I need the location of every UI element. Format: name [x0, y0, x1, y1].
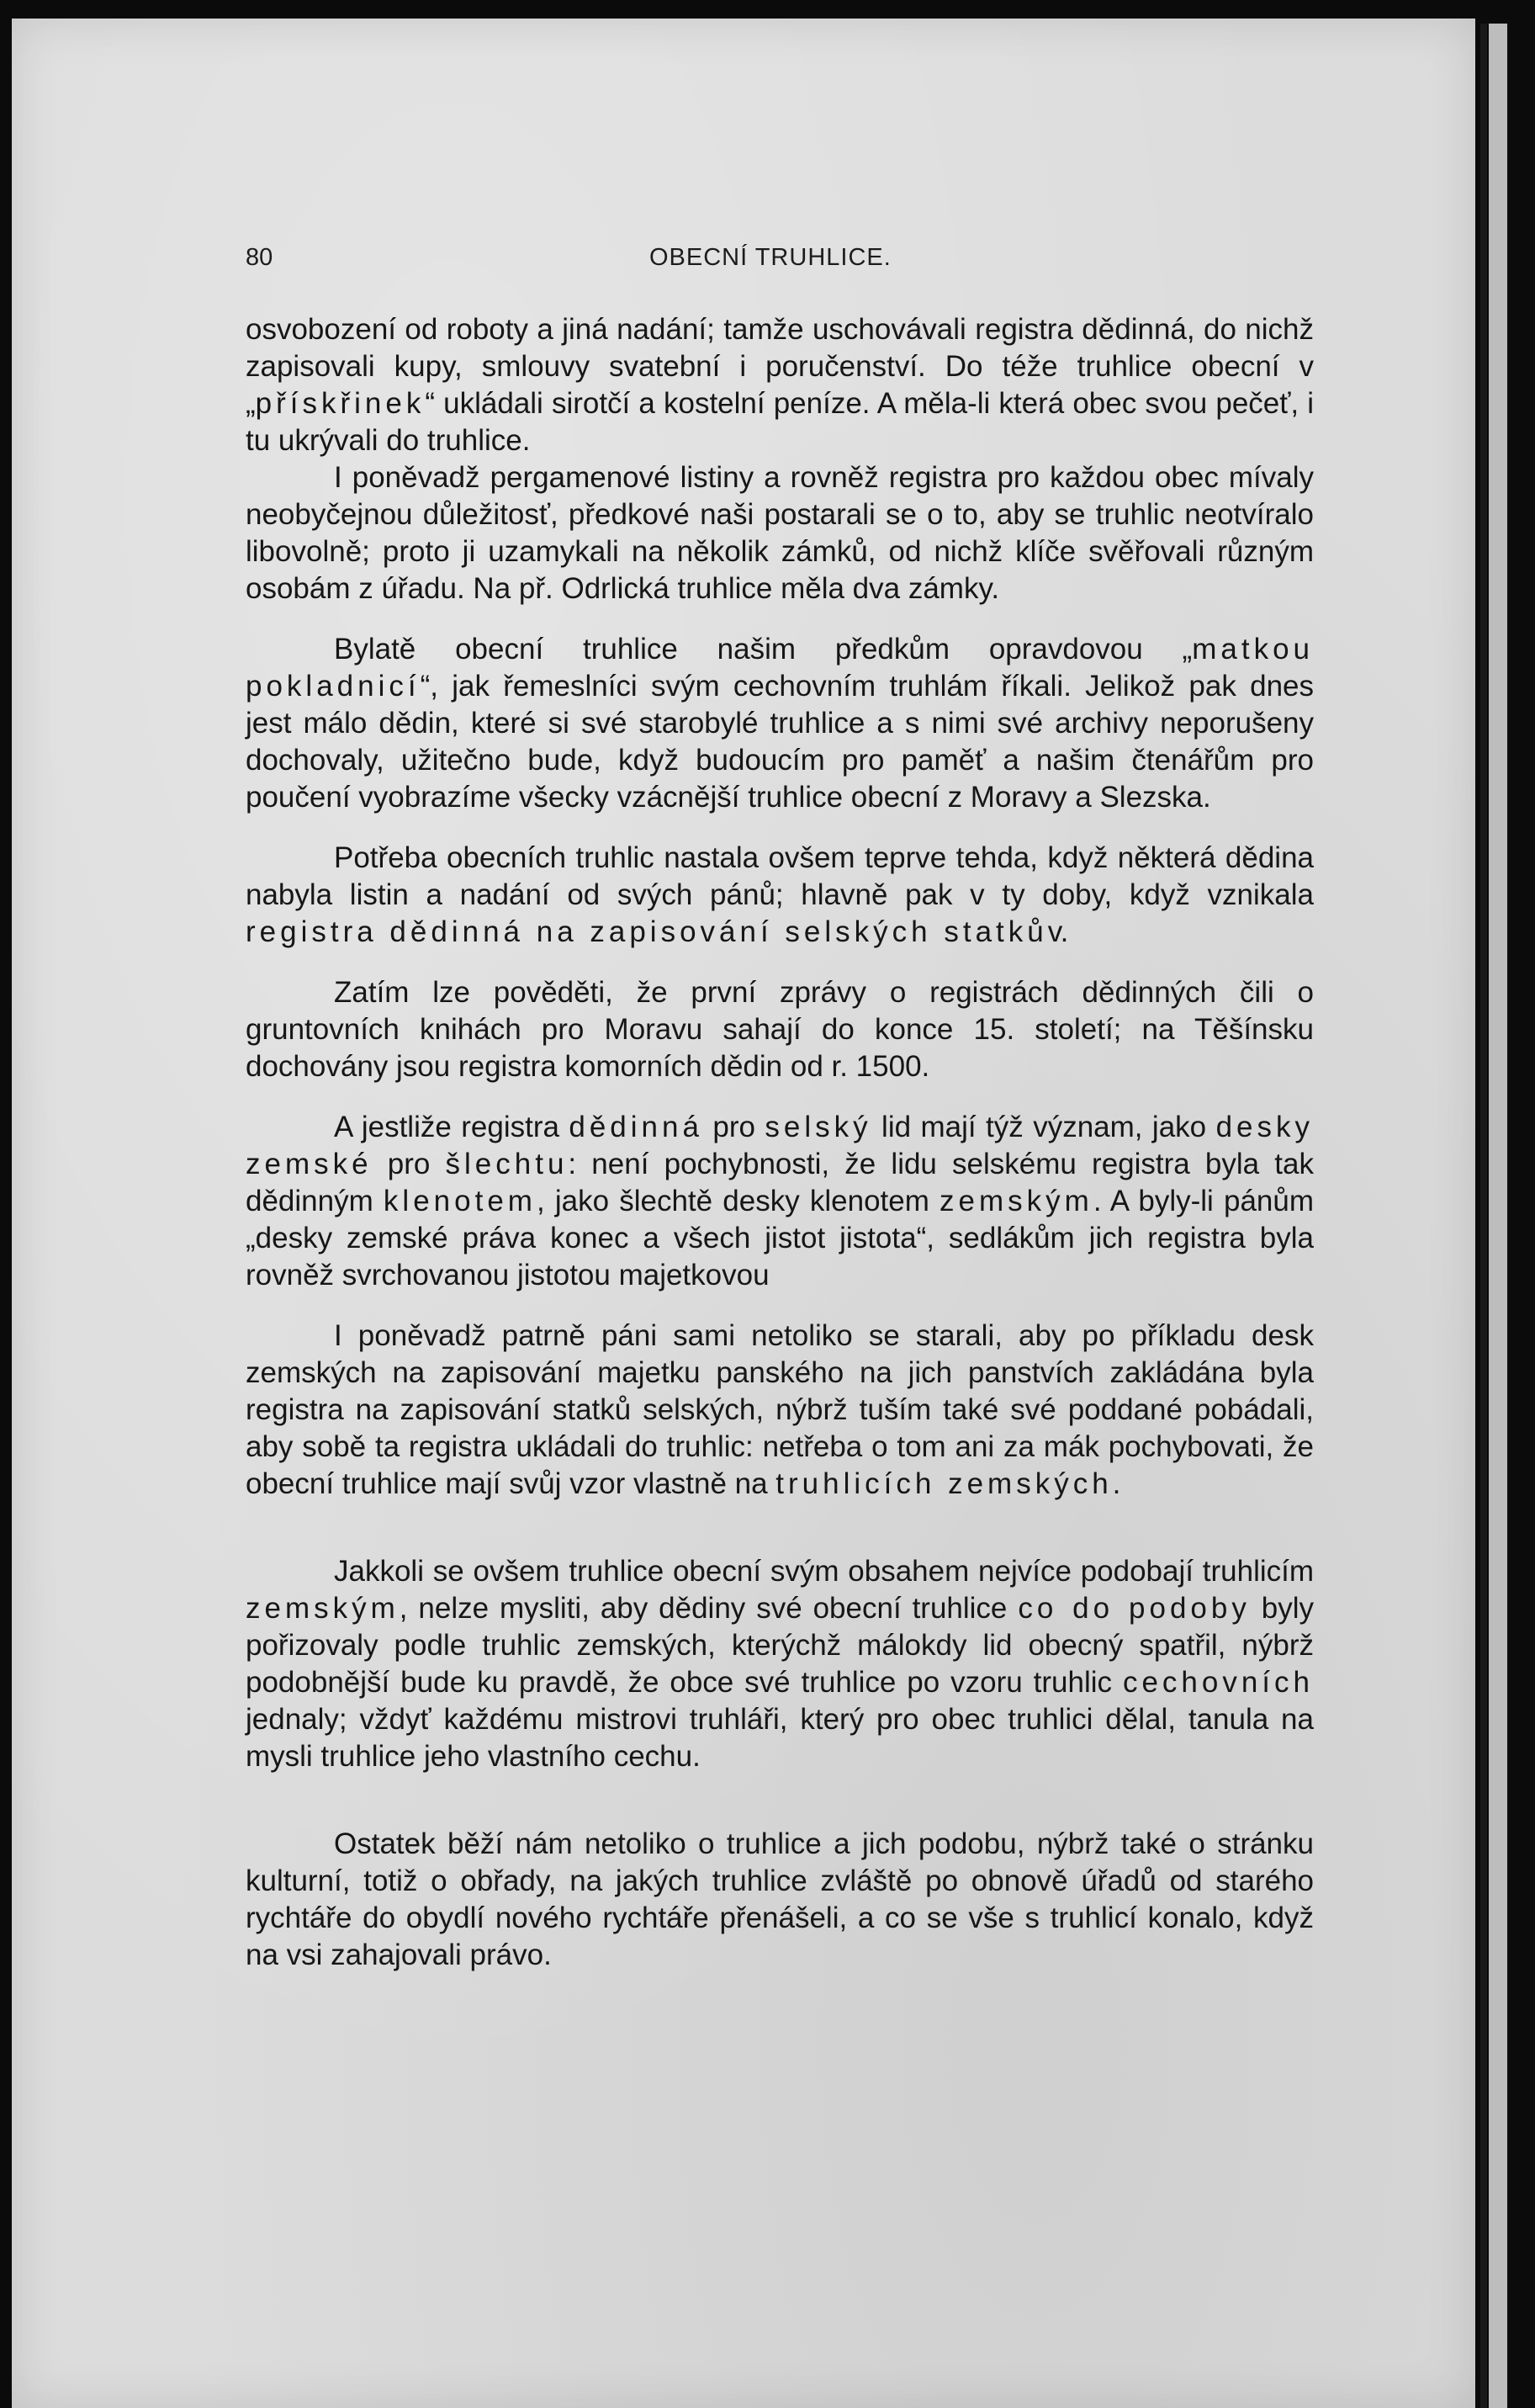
spaced-emphasis-text: co do podoby [1018, 1592, 1251, 1625]
text-run: pro [702, 1111, 765, 1143]
text-run: Zatím lze pověděti, že první zprávy o registrách dědinných čili o gruntovních knihách pro Moravu sahají do konce 15. století; na Těšínsku dochovány jsou registra komorních dědin od r. 1500. [246, 976, 1314, 1083]
text-run: lid mají týž význam, jako [871, 1111, 1216, 1143]
text-run: : není pochybnosti, že lidu selskému registra byla tak dědinným [246, 1148, 1314, 1217]
text-run: “, jak řemeslníci svým cechovním truhlám říkali. Jelikož pak dnes jest málo dědin, které si své starobylé truhlice a s nimi své archivy neporušeny dochovaly, užitečno bude, když budoucím pro paměť a našim čtenářům pro poučení vyobrazíme všecky vzácnější truhlice obecní z Moravy a Slezska. [246, 670, 1314, 814]
text-run: I poněvadž pergamenové listiny a rovněž registra pro každou obec mívaly neobyčejnou důležitosť, předkové naši postarali se o to, aby se truhlic neotvíralo libovolně; proto ji uzamykali na několik zámků, od nichž klíče svěřovali různým osobám z úřadu. Na př. Odrlická truhlice měla dva zámky. [246, 461, 1314, 605]
spaced-emphasis-text: přískřinek [255, 387, 426, 420]
spaced-emphasis-text: zemským [246, 1592, 400, 1625]
spaced-emphasis-text: dědinná [569, 1111, 703, 1143]
page-number: 80 [246, 244, 273, 271]
text-run: byly pořizovaly podle truhlic zemských, kterýchž málokdy lid obecný spatřil, nýbrž podobnější bude ku pravdě, že obce své truhlice po vzoru truhlic [246, 1592, 1315, 1699]
scan-edge-dark [1480, 24, 1487, 2408]
paragraph [246, 1553, 1314, 1775]
paragraph [246, 1826, 1314, 1974]
text-run: Potřeba obecních truhlic nastala ovšem teprve tehda, když některá dědina nabyla listin a nadání od svých pánů; hlavně pak v ty doby, když vznikala [246, 841, 1314, 911]
paragraph [246, 1109, 1314, 1294]
spaced-emphasis-text: cechovních [1122, 1666, 1314, 1699]
spaced-emphasis-text: zemským [940, 1185, 1093, 1217]
text-run: , nelze mysliti, aby dědiny své obecní truhlice [399, 1592, 1019, 1625]
text-run: v. [1047, 915, 1069, 948]
scan-edge-light [1489, 24, 1507, 2408]
text-run: osvobození od roboty a jiná nadání; tamže uschovávali registra dědinná, do nichž zapisovali kupy, smlouvy svatební i poručenství. Do téže truhlice obecní v „ [246, 313, 1314, 420]
text-run: jednaly; vždyť každému mistrovi truhláři, který pro obec truhlici dělal, tanula na mysli truhlice jeho vlastního cechu. [246, 1703, 1314, 1773]
spaced-emphasis-text: selský [765, 1111, 872, 1143]
paragraph [246, 631, 1314, 816]
spaced-emphasis-text: truhlicích zemských [775, 1467, 1113, 1500]
text-run: I poněvadž patrně páni sami netoliko se starali, aby po příkladu desk zemských na zapisování majetku panského na jich panstvích zakládána byla registra na zapisování statků selských, nýbrž tuším také své poddané pobádali, aby sobě ta registra ukládali do truhlic: netřeba o tom ani za mák pochybovati, že obecní truhlice mají svůj vzor vlastně na [246, 1319, 1314, 1500]
text-run: pro [372, 1148, 446, 1180]
spaced-emphasis-text: šlechtu [445, 1148, 569, 1180]
spaced-emphasis-text: klenotem [383, 1185, 537, 1217]
paragraph [246, 974, 1314, 1085]
paragraph [246, 1318, 1314, 1503]
text-run: A jestliže registra [334, 1111, 569, 1143]
text-run: Bylatě obecní truhlice našim předkům opravdovou „ [334, 633, 1193, 666]
running-title: OBECNÍ TRUHLICE. [649, 244, 892, 271]
text-run: “ ukládali sirotčí a kostelní peníze. A měla-li která obec svou pečeť, i tu ukrývali do truhlice. [246, 387, 1314, 457]
text-run: Ostatek běží nám netoliko o truhlice a jich podobu, nýbrž také o stránku kulturní, totiž o obřady, na jakých truhlice zvláště po obnově úřadů od starého rychtáře do obydlí nového rychtáře přenášeli, a co se vše s truhlicí konalo, když na vsi zahajovali právo. [246, 1827, 1314, 1971]
paragraph [246, 840, 1314, 951]
spaced-emphasis-text: matkou pokladnicí [246, 633, 1314, 703]
paragraph [246, 459, 1314, 607]
body-text [246, 311, 1314, 1974]
spaced-emphasis-text: registra dědinná na zapisování selských statků [246, 915, 1048, 948]
text-run: . A byly-li pánům „desky zemské práva konec a všech jistot jistota“, sedlákům jich registra byla rovněž svrchovanou jistotou majetkovou [246, 1185, 1314, 1292]
paragraph [246, 311, 1314, 459]
text-run: , jako šlechtě desky klenotem [536, 1185, 940, 1217]
page-header [246, 244, 1314, 278]
text-run: Jakkoli se ovšem truhlice obecní svým obsahem nejvíce podobají truhlicím [334, 1555, 1314, 1588]
text-run: . [1112, 1467, 1121, 1500]
spaced-emphasis-text: desky zemské [246, 1111, 1314, 1180]
